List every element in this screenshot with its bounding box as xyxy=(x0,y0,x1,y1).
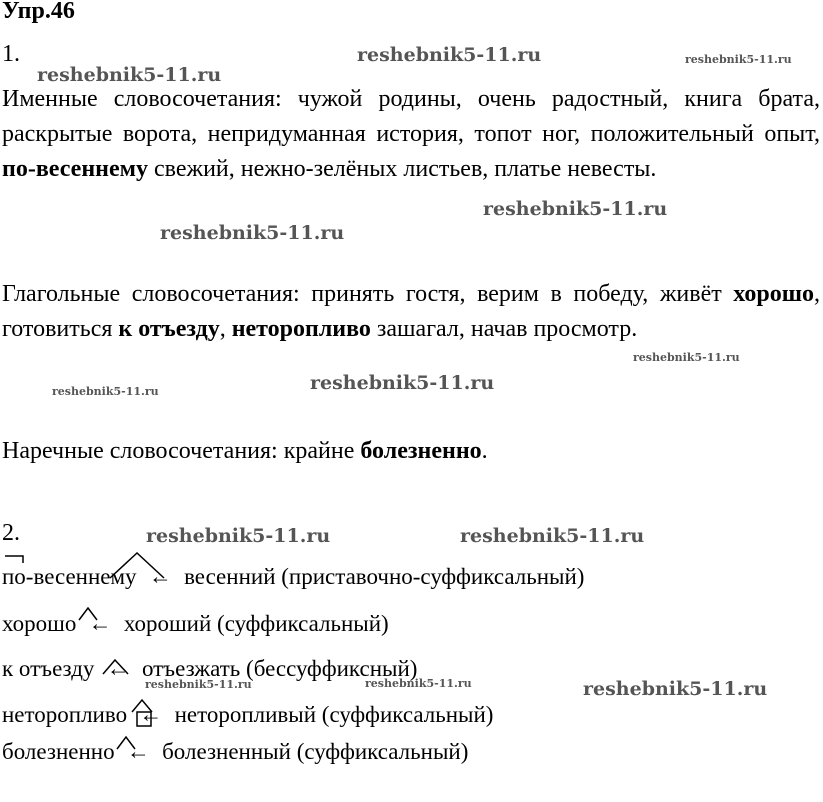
verb-phrases-text: , xyxy=(219,316,232,342)
noun-phrases-text: свежий, нежно-зелёных листьев, платье невесты. xyxy=(147,156,657,182)
formation-type: (суффиксальный) xyxy=(296,739,469,764)
derived-word: болезненно xyxy=(2,739,115,764)
watermark: reshebnik5-11.ru xyxy=(460,525,645,547)
watermark: reshebnik5-11.ru xyxy=(483,198,668,220)
source-word: хороший xyxy=(123,611,212,636)
derived-word: к отъезду xyxy=(2,656,95,681)
watermark: reshebnik5-11.ru xyxy=(357,44,542,66)
noun-phrases-text: чужой родины, очень радостный, книга брата, раскрытые ворота, непридуманная история, топот ног, положительный опыт, xyxy=(2,86,820,147)
verb-phrases-text: зашагал, начав просмотр. xyxy=(370,316,638,342)
verb-phrases-text: принять гостя, верим в победу, живёт xyxy=(299,281,734,307)
watermark: reshebnik5-11.ru xyxy=(37,64,222,86)
derivation-row xyxy=(2,656,417,682)
verb-phrases-paragraph xyxy=(2,277,820,347)
formation-type: (бессуффиксный) xyxy=(246,656,418,681)
section-2-number: 2. xyxy=(2,520,20,546)
adverb-phrases-bold: болезненно xyxy=(360,438,482,464)
source-word: болезненный xyxy=(162,739,291,764)
derived-word: хорошо xyxy=(2,611,77,636)
source-word: неторопливый xyxy=(174,702,317,727)
verb-phrases-text: , готовиться xyxy=(2,281,820,342)
verb-phrases-bold: неторопливо xyxy=(231,316,371,342)
verb-phrases-label: Глагольные словосочетания: xyxy=(2,281,300,307)
source-word: отъезжать xyxy=(141,656,241,681)
derivation-row xyxy=(2,702,493,728)
derivation-arrow: ← xyxy=(139,702,163,727)
watermark: reshebnik5-11.ru xyxy=(310,372,495,394)
derivation-row xyxy=(2,739,468,765)
formation-type: (приставочно-суффиксальный) xyxy=(281,564,585,589)
derived-word: неторопливо xyxy=(2,702,128,727)
watermark: reshebnik5-11.ru xyxy=(583,678,768,700)
watermark: reshebnik5-11.ru xyxy=(365,677,472,690)
derivation-row xyxy=(2,564,584,590)
derivation-row xyxy=(2,611,389,637)
derivation-arrow: ← xyxy=(126,739,150,764)
derivation-arrow: ← xyxy=(106,656,130,681)
noun-phrases-label: Именные словосочетания: xyxy=(2,86,282,112)
noun-phrases-paragraph xyxy=(2,82,820,187)
formation-type: (суффиксальный) xyxy=(217,611,389,636)
adverb-phrases-text: крайне xyxy=(277,438,361,464)
watermark: reshebnik5-11.ru xyxy=(146,525,331,547)
verb-phrases-bold: к отъезду xyxy=(118,316,220,342)
noun-phrases-bold: по-весеннему xyxy=(2,156,148,182)
watermark: reshebnik5-11.ru xyxy=(52,385,159,398)
section-1-number: 1. xyxy=(2,41,20,67)
adverb-phrases-text: . xyxy=(481,438,488,464)
watermark: reshebnik5-11.ru xyxy=(145,678,252,691)
derived-word: по-весеннему xyxy=(2,564,137,589)
prefix-mark xyxy=(5,556,23,563)
watermark: reshebnik5-11.ru xyxy=(685,53,792,66)
formation-type: (суффиксальный) xyxy=(321,702,494,727)
exercise-title: Упр.46 xyxy=(2,0,75,24)
watermark: reshebnik5-11.ru xyxy=(633,351,740,364)
source-word: весенний xyxy=(184,564,276,589)
adverb-phrases-paragraph xyxy=(2,434,820,469)
derivation-arrow: ← xyxy=(148,564,172,589)
verb-phrases-bold: хорошо xyxy=(733,281,814,307)
adverb-phrases-label: Наречные словосочетания: xyxy=(2,438,278,464)
derivation-arrow: ← xyxy=(88,611,112,636)
watermark: reshebnik5-11.ru xyxy=(160,222,345,244)
